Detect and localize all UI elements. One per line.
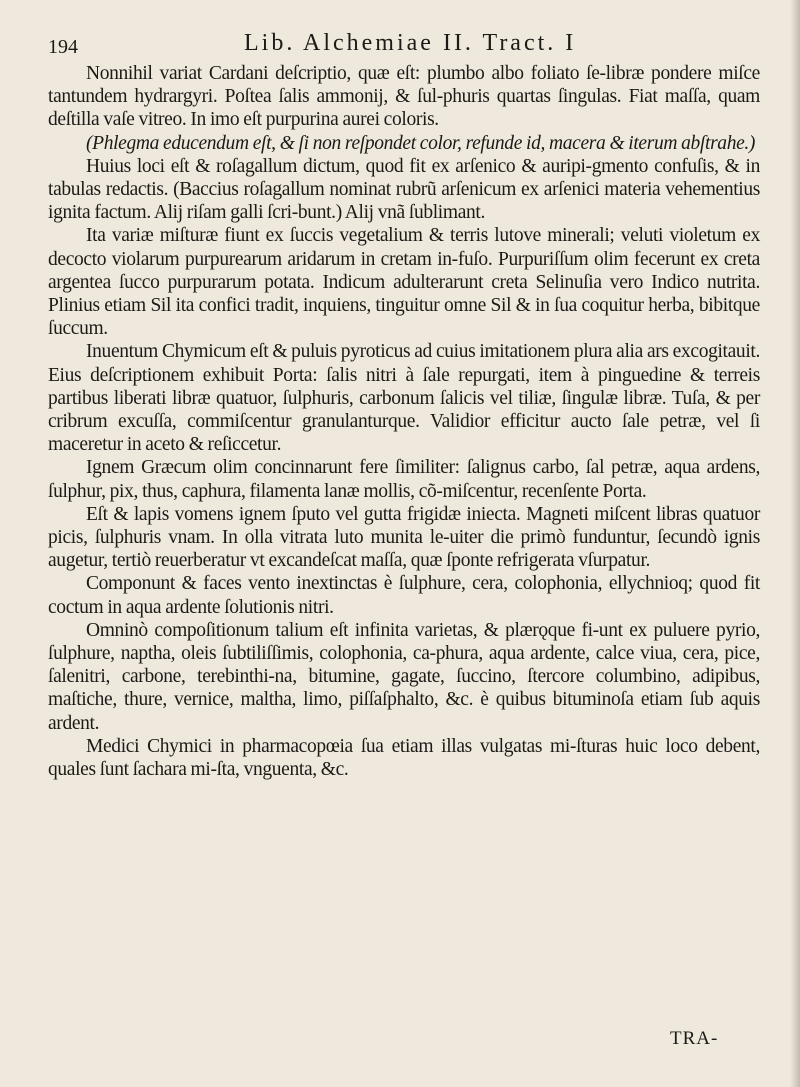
running-head (48, 28, 760, 62)
body-text (48, 62, 760, 781)
paragraph-faces: Componunt & faces vento inextinctas è ſulphure, cera, colophonia, ellychnioq; quod fit coctum in aqua ardente ſolutionis nitri. (48, 573, 760, 618)
paragraph-mixtures: Ita variæ miſturæ fiunt ex ſuccis vegetalium & terris lutove minerali; veluti violetum ex decocto violarum purpurearum aridarum in cretam in-fuſo. Purpuriſſum olim fecerunt ex creta argentea ſucco purpurarum potata. Indicum adulterarunt creta Selinuſia vero Indico nutrita. Plinius etiam Sil ita confici tradit, inquiens, tinguitur omne Sil & in ſua coquitur herba, bibitque ſuccum. (48, 225, 760, 340)
paragraph-ignis-graecus: Ignem Græcum olim concinnarunt fere ſimiliter: ſalignus carbo, ſal petræ, aqua ardens, ſulphur, pix, thus, caphura, filamenta lanæ mollis, cõ-miſcentur, recenſente Porta. (48, 457, 760, 502)
catchword: TRA- (670, 1028, 719, 1049)
paragraph-rosagallum: Huius loci eſt & roſagallum dictum, quod fit ex arſenico & auripi-gmento confuſis, & in tabulas redactis. (Baccius roſagallum nominat rubrũ arſenicum ex arſenici materia vehementius ignita factum. Alij riſam galli ſcri-bunt.) Alij vnã ſublimant. (48, 155, 760, 224)
paragraph-cardani: Nonnihil variat Cardani deſcriptio, quæ eſt: plumbo albo foliato ſe-libræ pondere miſce tantundem hydrargyri. Poſtea ſalis ammonij, & ſul-phuris quartas ſingulas. Fiat maſſa, quam deſtilla vaſe vitreo. In imo eſt purpurina aurei coloris. (48, 63, 760, 131)
paragraph-pulvis-pyroticus: Inuentum Chymicum eſt & puluis pyroticus ad cuius imitationem plura alia ars excogitauit. Eius deſcriptionem exhibuit Porta: ſalis nitri à ſale repurgati, item à pinguedine & terreis partibus liberati libræ quatuor, ſulphuris, carbonum ſalicis vel tiliæ, ſingulæ libræ. Tuſa, & per cribrum excuſſa, commiſcentur granulanturque. Validior efficitur aucto ſale petræ, vel ſi maceretur in aceto & reſiccetur. (48, 341, 760, 456)
page-edge-shadow (790, 0, 800, 1087)
running-title: Lib. Alchemiae II. Tract. I (244, 30, 577, 56)
page-number: 194 (48, 36, 78, 58)
paragraph-medici-chymici: Medici Chymici in pharmacopœia ſua etiam illas vulgatas mi-ſturas huic loco debent, quales ſunt ſachara mi-ſta, vnguenta, &c. (48, 735, 760, 781)
paragraph-phlegma-note: (Phlegma educendum eſt, & ſi non reſpondet color, refunde id, macera & iterum abſtrahe.) (86, 132, 756, 154)
paragraph-lapis-vomens: Eſt & lapis vomens ignem ſputo vel gutta frigidæ iniecta. Magneti miſcent libras quatuor picis, ſulphuris vnam. In olla vitrata luto munita le-uiter die primò funduntur, ſecundò ignis augetur, tertiò reuerberatur vt excandeſcat maſſa, quæ ſponte refrigerata vſurpatur. (48, 503, 760, 572)
paragraph-compositiones: Omninò compoſitionum talium eſt infinita varietas, & plærǫque fi-unt ex puluere pyrio, ſulphure, naptha, oleis ſubtiliſſimis, colophonia, ca-phura, aqua ardente, calce viua, cera, pice, ſalenitri, carbone, terebinthi-na, bitumine, gagate, ſuccino, ſtercore columbino, adipibus, maſtiche, thure, vernice, maltha, limo, piſſaſphalto, &c. è quibus bituminoſa etiam ſub aquis ardent. (48, 619, 760, 734)
